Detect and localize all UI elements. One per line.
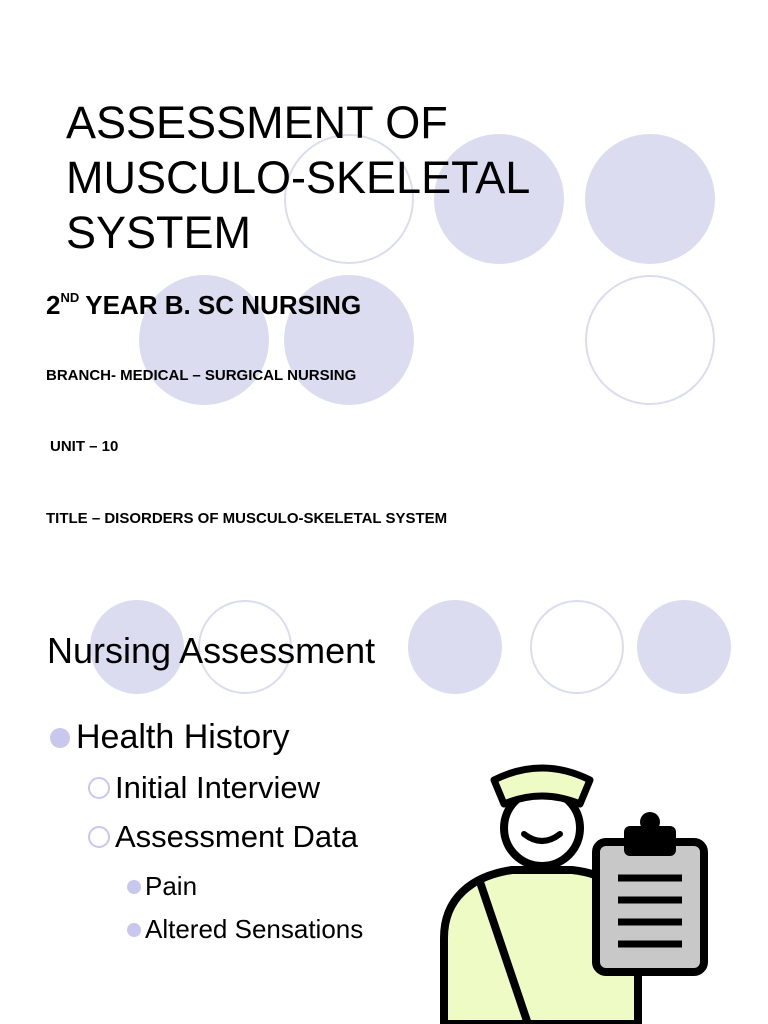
- unit-line: UNIT – 10: [50, 438, 119, 455]
- topic-title-line: TITLE – DISORDERS OF MUSCULO-SKELETAL SYSTEM: [46, 510, 448, 527]
- clipboard-clip-top: [640, 812, 660, 832]
- decorative-circle: [585, 134, 715, 264]
- bullet-level3: [127, 871, 197, 902]
- decorative-circle: [530, 600, 624, 694]
- bullet-text: Health History: [76, 718, 290, 756]
- bullet-dot-icon: [127, 923, 141, 937]
- slide-title-line-1: ASSESSMENT OF: [66, 97, 448, 148]
- year-number: 2: [46, 290, 61, 320]
- nurse-with-clipboard-icon: [432, 758, 732, 1024]
- bullet-level3: [127, 914, 363, 945]
- year-superscript: ND: [60, 290, 80, 305]
- bullet-level2: [88, 819, 358, 855]
- decorative-circle: [408, 600, 502, 694]
- bullet-level1: [50, 718, 290, 757]
- nurse-cap-shape: [494, 768, 590, 804]
- year-rest: YEAR B. SC NURSING: [85, 290, 362, 320]
- clipboard-board-shape: [596, 842, 704, 972]
- year-subtitle: [46, 290, 361, 321]
- decorative-circle: [585, 275, 715, 405]
- slide-title-line-3: SYSTEM: [66, 207, 252, 258]
- bullet-text: Altered Sensations: [145, 914, 364, 944]
- branch-line: BRANCH- MEDICAL – SURGICAL NURSING: [46, 367, 357, 384]
- bullet-ring-icon: [88, 826, 110, 848]
- decorative-circle: [637, 600, 731, 694]
- bullet-text: Assessment Data: [115, 819, 358, 854]
- content-slide: [0, 572, 768, 1024]
- slide-title-line-2: MUSCULO-SKELETAL: [66, 152, 531, 203]
- bullet-dot-icon: [127, 880, 141, 894]
- slide-heading: Nursing Assessment: [47, 630, 376, 671]
- bullet-level2: [88, 770, 320, 806]
- bullet-text: Pain: [145, 871, 198, 901]
- bullet-ring-icon: [88, 777, 110, 799]
- bullet-text: Initial Interview: [115, 770, 321, 805]
- bullet-dot-icon: [50, 728, 70, 748]
